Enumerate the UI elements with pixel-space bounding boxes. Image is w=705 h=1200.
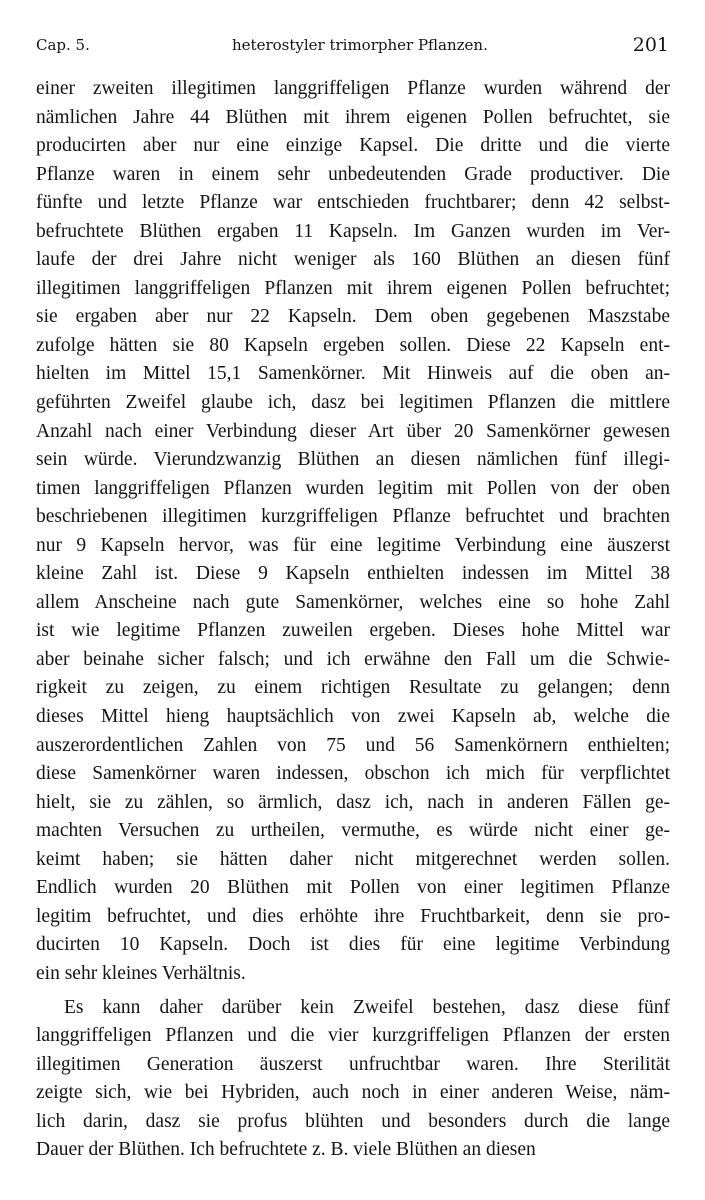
text-line: befruchtete Blüthen ergaben 11 Kapseln. Im Ganzen wurden im Ver- (36, 220, 670, 242)
paragraph-container (36, 75, 670, 1165)
body-text (36, 75, 670, 1165)
text-line: ist wie legitime Pflanzen zuweilen ergeben. Dieses hohe Mittel war (36, 620, 670, 642)
text-line: langgriffeligen Pflanzen und die vier kurzgriffeligen Pflanzen der ersten (36, 1025, 670, 1047)
text-line: aber beinahe sicher falsch; und ich erwähne den Fall um die Schwie- (36, 648, 670, 670)
text-line: kleine Zahl ist. Diese 9 Kapseln enthielten indessen im Mittel 38 (36, 563, 670, 585)
text-line: rigkeit zu zeigen, zu einem richtigen Resultate zu gelangen; denn (36, 677, 670, 699)
text-line: zufolge hätten sie 80 Kapseln ergeben sollen. Diese 22 Kapseln ent- (36, 334, 670, 356)
text-line: keimt haben; sie hätten daher nicht mitgerechnet werden sollen. (36, 848, 670, 870)
chapter-label: Cap. 5. (36, 36, 90, 54)
text-line: Es kann daher darüber kein Zweifel bestehen, dasz diese fünf (64, 996, 670, 1018)
text-line: legitim befruchtet, und dies erhöhte ihre Fruchtbarkeit, denn sie pro- (36, 905, 670, 927)
text-line: diese Samenkörner waren indessen, obschon ich mich für verpflichtet (36, 763, 670, 785)
page-number: 201 (632, 34, 669, 56)
text-line: Anzahl nach einer Verbindung dieser Art über 20 Samenkörner gewesen (36, 420, 670, 442)
text-line: lich darin, dasz sie profus blühten und besonders durch die lange (36, 1110, 670, 1132)
text-line: allem Anscheine nach gute Samenkörner, welches eine so hohe Zahl (36, 591, 670, 613)
text-line: Pflanze waren in einem sehr unbedeutenden Grade productiver. Die (36, 163, 670, 185)
text-line: ducirten 10 Kapseln. Doch ist dies für eine legitime Verbindung (36, 934, 670, 956)
text-line: illegitimen Generation äuszerst unfruchtbar waren. Ihre Sterilität (36, 1053, 670, 1075)
running-title: heterostyler trimorpher Pflanzen. (232, 36, 488, 54)
text-line: Dauer der Blüthen. Ich befruchtete z. B. viele Blüthen an diesen (36, 1139, 536, 1161)
text-line: producirten aber nur eine einzige Kapsel. Die dritte und die vierte (36, 135, 670, 157)
text-line: laufe der drei Jahre nicht weniger als 160 Blüthen an diesen fünf (36, 249, 670, 271)
paragraph (36, 75, 670, 989)
text-line: nur 9 Kapseln hervor, was für eine legitime Verbindung eine äuszerst (36, 534, 670, 556)
text-line: einer zweiten illegitimen langgriffeligen Pflanze wurden während der (36, 78, 670, 99)
text-line: beschriebenen illegitimen kurzgriffeligen Pflanze befruchtet und brachten (36, 506, 670, 528)
text-line: ein sehr kleines Verhältnis. (36, 962, 246, 984)
text-line: sein würde. Vierundzwanzig Blüthen an diesen nämlichen fünf illegi- (36, 449, 670, 471)
text-line: hielten im Mittel 15,1 Samenkörner. Mit Hinweis auf die oben an- (36, 363, 670, 385)
text-line: sie ergaben aber nur 22 Kapseln. Dem oben gegebenen Maszstabe (36, 306, 670, 328)
text-line: machten Versuchen zu urtheilen, vermuthe, es würde nicht einer ge- (36, 820, 670, 842)
text-line: hielt, sie zu zählen, so ärmlich, dasz ich, nach in anderen Fällen ge- (36, 791, 670, 813)
text-line: dieses Mittel hieng hauptsächlich von zwei Kapseln ab, welche die (36, 706, 670, 728)
paragraph (36, 994, 670, 1165)
text-line: timen langgriffeligen Pflanzen wurden legitim mit Pollen von der oben (36, 477, 670, 499)
text-line: Endlich wurden 20 Blüthen mit Pollen von einer legitimen Pflanze (36, 877, 670, 899)
text-line: zeigte sich, wie bei Hybriden, auch noch in einer anderen Weise, näm- (36, 1082, 670, 1104)
text-line: auszerordentlichen Zahlen von 75 und 56 Samenkörnern enthielten; (36, 734, 670, 756)
text-line: illegitimen langgriffeligen Pflanzen mit ihrem eigenen Pollen befruchtet; (36, 277, 670, 299)
running-header (36, 34, 669, 60)
text-line: nämlichen Jahre 44 Blüthen mit ihrem eigenen Pollen befruchtet, sie (36, 106, 670, 128)
text-line: geführten Zweifel glaube ich, dasz bei legitimen Pflanzen die mittlere (36, 392, 670, 414)
text-line: fünfte und letzte Pflanze war entschieden fruchtbarer; denn 42 selbst- (36, 192, 670, 214)
